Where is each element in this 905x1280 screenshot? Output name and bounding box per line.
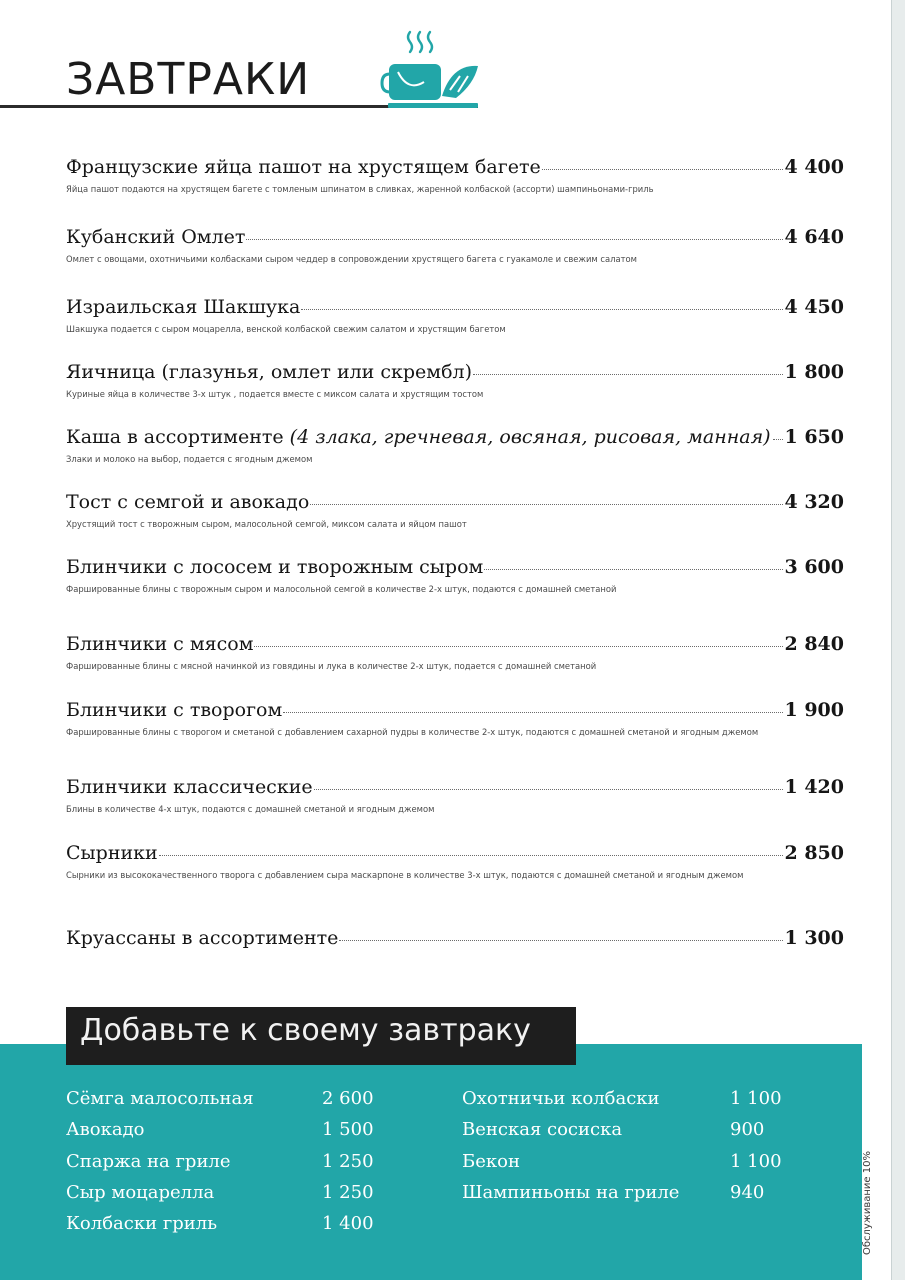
addon-price: 1 400 bbox=[322, 1213, 374, 1234]
item-price: 4 400 bbox=[784, 156, 844, 178]
dot-leader bbox=[283, 712, 782, 713]
item-name: Круассаны в ассортименте bbox=[66, 927, 339, 949]
dot-leader bbox=[159, 855, 783, 856]
addon-price: 1 250 bbox=[322, 1182, 374, 1203]
coffee-cup-croissant-icon bbox=[380, 30, 480, 110]
addon-price: 900 bbox=[730, 1119, 765, 1140]
menu-item bbox=[66, 361, 844, 402]
item-name: Израильская Шакшука bbox=[66, 296, 301, 318]
item-price: 1 420 bbox=[784, 776, 844, 798]
page-title: ЗАВТРАКИ bbox=[66, 54, 311, 105]
dot-leader bbox=[310, 504, 782, 505]
addon-price: 1 500 bbox=[322, 1119, 374, 1140]
item-name bbox=[66, 426, 771, 448]
dot-leader bbox=[301, 309, 782, 310]
item-name: Французские яйца пашот на хрустящем багете bbox=[66, 156, 541, 178]
addon-price: 1 100 bbox=[730, 1088, 782, 1109]
menu-item bbox=[66, 226, 844, 267]
item-description: Сырники из высококачественного творога с добавлением сыра маскарпоне в количестве 3-х штук, подаются с домашней сметаной и ягодным джемом bbox=[66, 870, 744, 880]
item-description: Омлет с овощами, охотничьими колбасками сыром чеддер в сопровождении хрустящего багета с гуакамоле и свежим салатом bbox=[66, 254, 637, 264]
item-description: Шакшука подается с сыром моцарелла, венской колбаской свежим салатом и хрустящим багетом bbox=[66, 324, 506, 334]
item-price: 1 900 bbox=[784, 699, 844, 721]
addon-name: Колбаски гриль bbox=[66, 1213, 218, 1234]
item-price: 1 800 bbox=[784, 361, 844, 383]
menu-item bbox=[66, 927, 844, 949]
item-name: Сырники bbox=[66, 842, 158, 864]
item-description: Фаршированные блины с творогом и сметаной с добавлением сахарной пудры в количестве 2-х штук, подаются с домашней сметаной и ягодным джемом bbox=[66, 727, 759, 737]
item-name: Кубанский Омлет bbox=[66, 226, 246, 248]
menu-item bbox=[66, 699, 844, 740]
item-description: Злаки и молоко на выбор, подается с ягодным джемом bbox=[66, 454, 313, 464]
addon-name: Охотничьи колбаски bbox=[462, 1088, 660, 1109]
item-name: Блинчики с мясом bbox=[66, 633, 254, 655]
menu-item bbox=[66, 156, 844, 197]
dot-leader bbox=[314, 789, 783, 790]
item-description: Яйца пашот подаются на хрустящем багете с томленым шпинатом в сливках, жаренной колбаской (ассорти) шампиньонами-гриль bbox=[66, 184, 654, 194]
item-name: Блинчики с творогом bbox=[66, 699, 283, 721]
addon-price: 1 100 bbox=[730, 1151, 782, 1172]
dot-leader bbox=[339, 940, 782, 941]
addon-name: Авокадо bbox=[66, 1119, 145, 1140]
addon-price: 2 600 bbox=[322, 1088, 374, 1109]
item-price: 4 320 bbox=[784, 491, 844, 513]
item-price: 2 840 bbox=[784, 633, 844, 655]
item-name: Блинчики с лососем и творожным сыром bbox=[66, 556, 484, 578]
addon-name: Спаржа на гриле bbox=[66, 1151, 231, 1172]
item-name: Тост с семгой и авокадо bbox=[66, 491, 310, 513]
addons-right-column bbox=[462, 1088, 802, 1218]
item-description: Фаршированные блины с творожным сыром и малосольной семгой в количестве 2-х штук, подаются с домашней сметаной bbox=[66, 584, 617, 594]
addon-name: Сёмга малосольная bbox=[66, 1088, 254, 1109]
addon-name: Венская сосиска bbox=[462, 1119, 623, 1140]
menu-item bbox=[66, 842, 844, 883]
item-name-main: Каша в ассортименте bbox=[66, 426, 290, 448]
addon-name: Бекон bbox=[462, 1151, 520, 1172]
item-price: 1 650 bbox=[784, 426, 844, 448]
item-name-variants: (4 злака, гречневая, овсяная, рисовая, манная) bbox=[289, 426, 771, 448]
dot-leader bbox=[473, 374, 782, 375]
addon-price: 1 250 bbox=[322, 1151, 374, 1172]
menu-item bbox=[66, 776, 844, 817]
addon-price: 940 bbox=[730, 1182, 765, 1203]
dot-leader bbox=[773, 439, 783, 440]
item-price: 1 300 bbox=[784, 927, 844, 949]
item-description: Фаршированные блины с мясной начинкой из говядины и лука в количестве 2-х штук, подается с домашней сметаной bbox=[66, 661, 597, 671]
item-description: Блины в количестве 4-х штук, подаются с домашней сметаной и ягодным джемом bbox=[66, 804, 435, 814]
dot-leader bbox=[542, 169, 783, 170]
menu-item bbox=[66, 556, 844, 597]
menu-item bbox=[66, 491, 844, 532]
page-edge bbox=[891, 0, 905, 1280]
item-name: Блинчики классические bbox=[66, 776, 313, 798]
menu-item bbox=[66, 296, 844, 337]
item-price: 4 450 bbox=[784, 296, 844, 318]
item-price: 4 640 bbox=[784, 226, 844, 248]
dot-leader bbox=[254, 646, 782, 647]
addons-left-column bbox=[66, 1088, 396, 1248]
item-price: 3 600 bbox=[784, 556, 844, 578]
dot-leader bbox=[484, 569, 782, 570]
menu-item bbox=[66, 426, 844, 467]
item-price: 2 850 bbox=[784, 842, 844, 864]
menu-item bbox=[66, 633, 844, 674]
dot-leader bbox=[246, 239, 782, 240]
item-description: Куриные яйца в количестве 3-х штук , подается вместе с миксом салата и хрустящим тостом bbox=[66, 389, 484, 399]
addons-title: Добавьте к своему завтраку bbox=[80, 1013, 531, 1048]
addon-name: Сыр моцарелла bbox=[66, 1182, 215, 1203]
addon-name: Шампиньоны на гриле bbox=[462, 1182, 680, 1203]
item-description: Хрустящий тост с творожным сыром, малосольной семгой, миксом салата и яйцом пашот bbox=[66, 519, 467, 529]
service-charge-note: Обслуживание 10% bbox=[862, 1151, 873, 1255]
item-name: Яичница (глазунья, омлет или скрембл) bbox=[66, 361, 473, 383]
